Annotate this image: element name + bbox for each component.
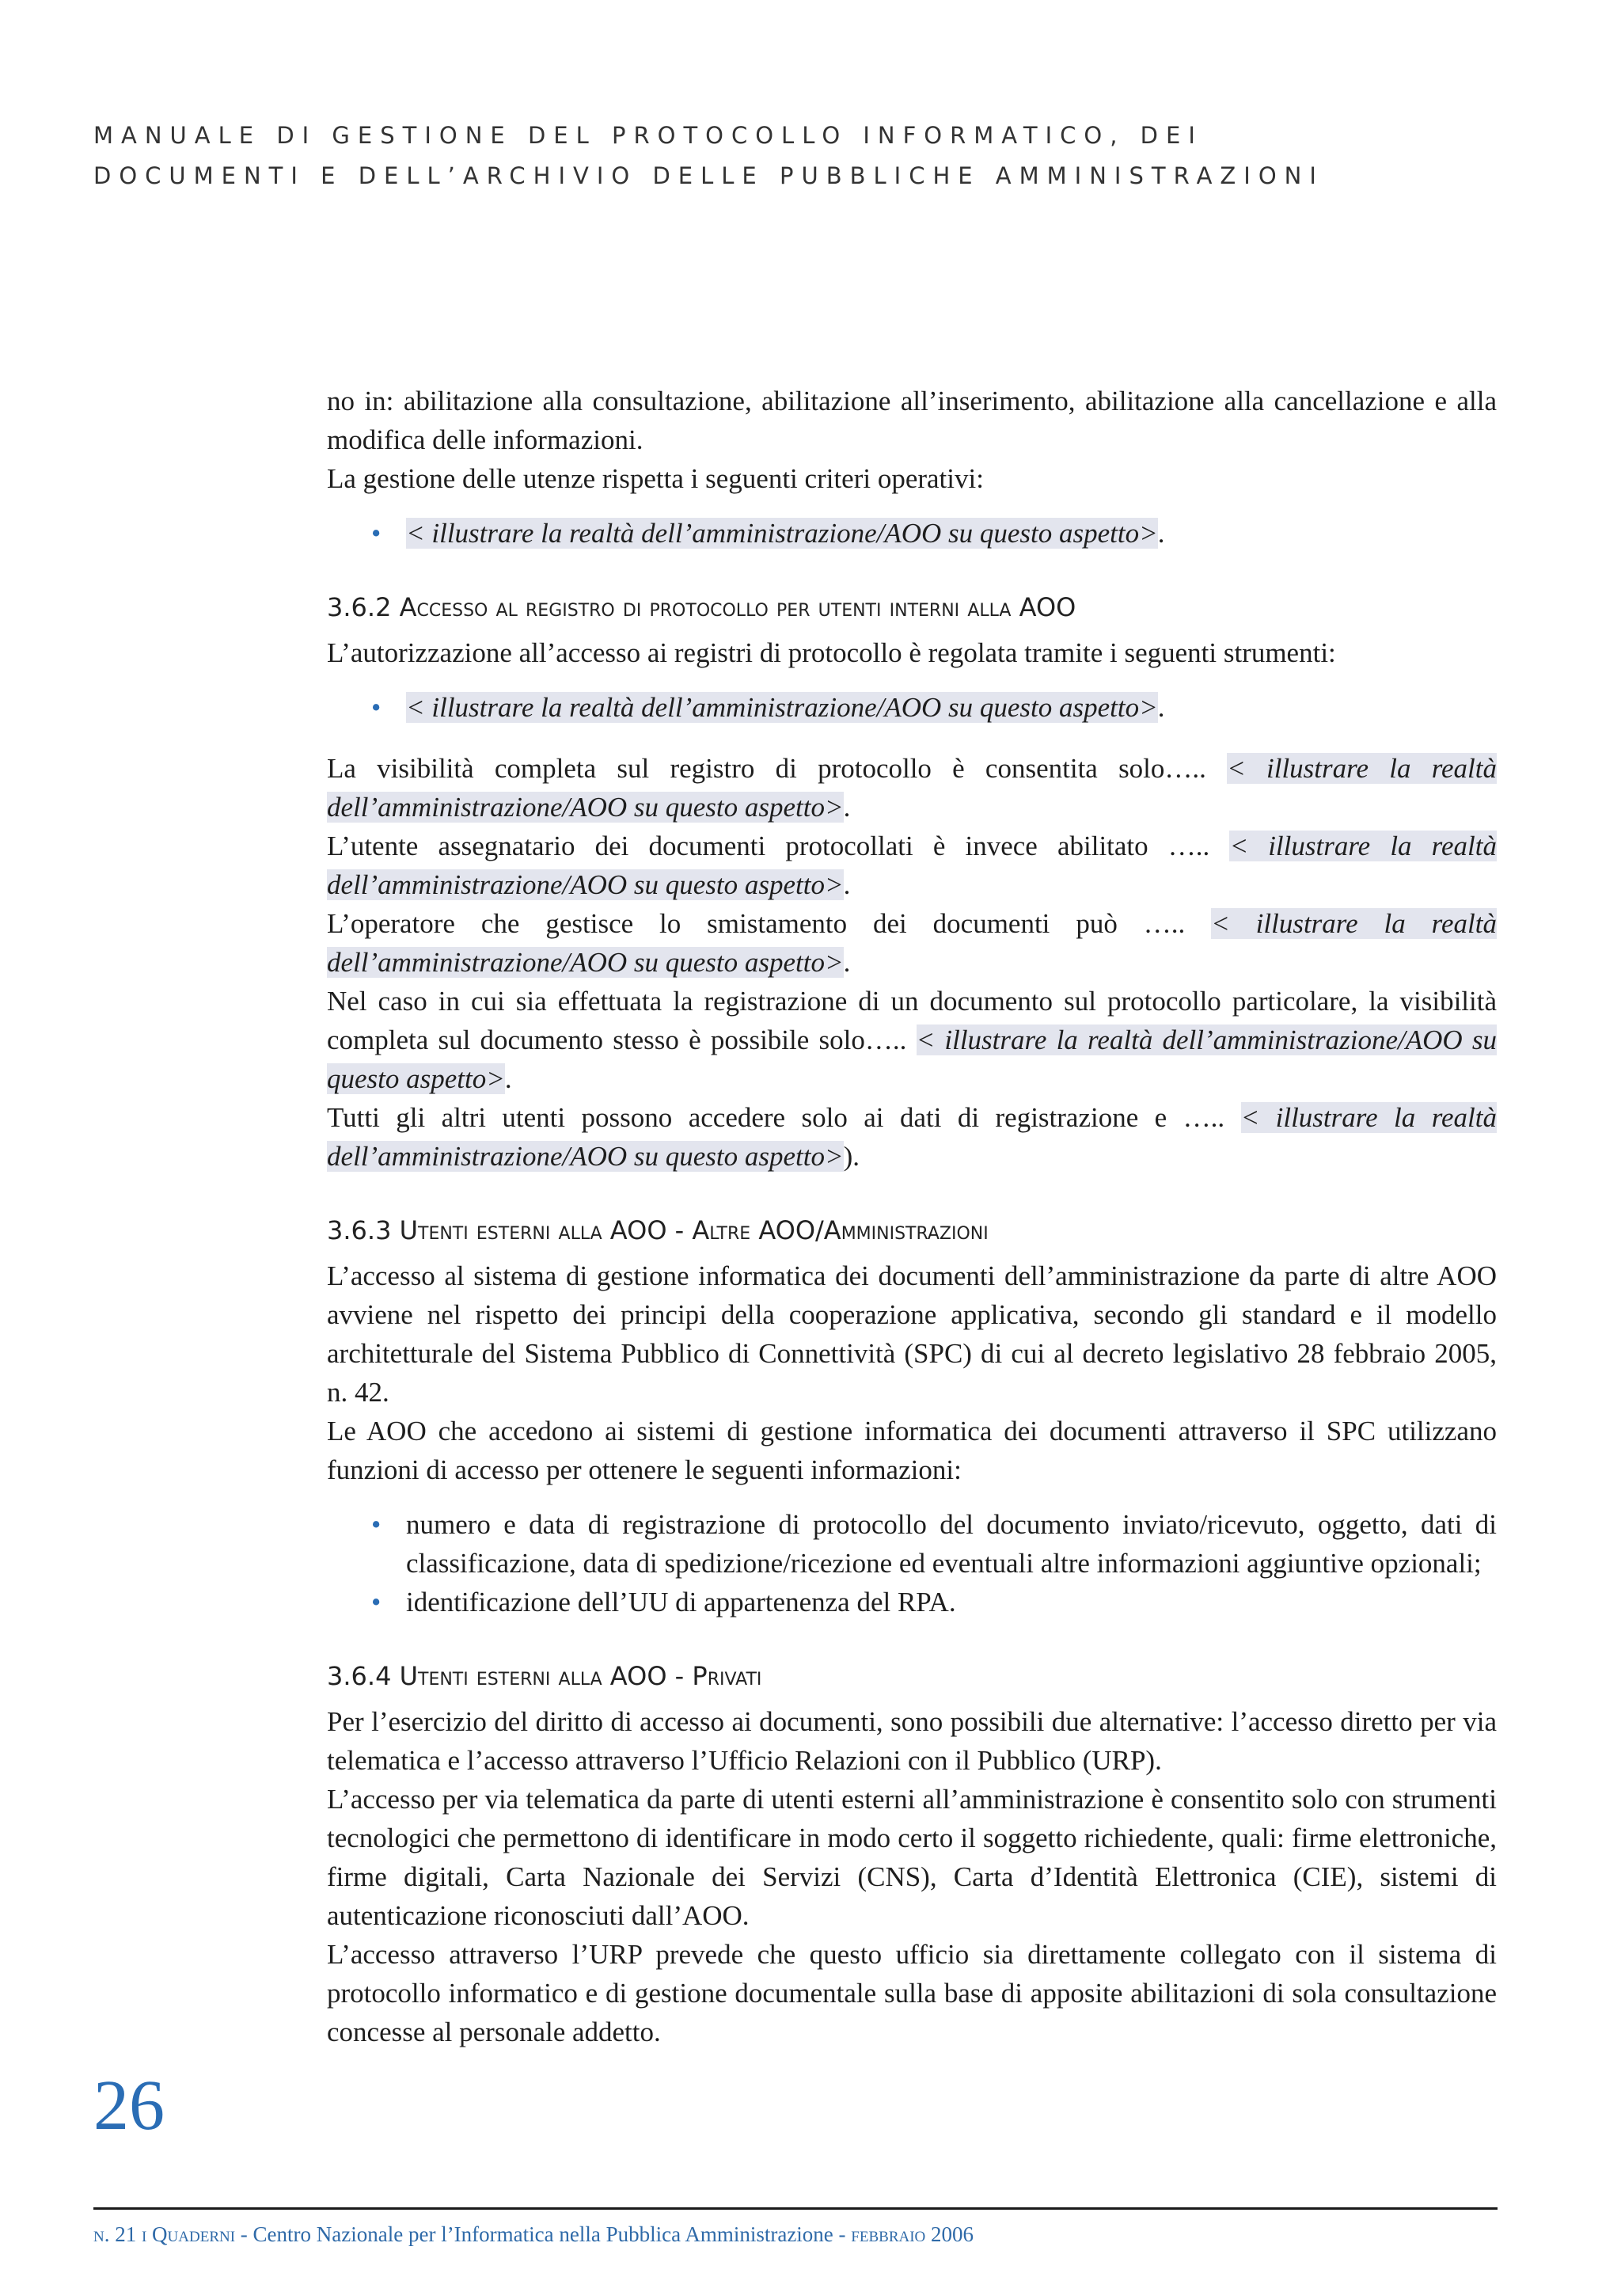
paragraph-363-2: Le AOO che accedono ai sistemi di gestione informatica dei documenti attraverso il SPC utilizzano funzioni di accesso per ottenere le seguenti informazioni: <box>327 1416 1497 1485</box>
list-item: • numero e data di registrazione di protocollo del documento inviato/ricevuto, oggetto, dati di classificazione, data di spedizione/ricezione ed eventuali altre informazioni aggiuntive opzionali; <box>327 1505 1497 1583</box>
placeholder-highlight: < illustrare la realtà dell’amministrazione/AOO su questo aspetto> <box>327 753 1497 823</box>
footer-organization: Centro Nazionale per l’Informatica nella Pubblica Amministrazione <box>252 2222 833 2246</box>
paragraph-special-protocol: Nel caso in cui sia effettuata la registrazione di un documento sul protocollo particolare, la visibilità completa sul documento stesso è possibile solo….. < illustrare la realtà dell’amministrazione/AOO su questo aspetto>. <box>327 986 1497 1094</box>
paragraph-364-2: L’accesso per via telematica da parte di utenti esterni all’amministrazione è consentito solo con strumenti tecnologici che permettono di identificare in modo certo il soggetto richiedente, quali: firme elettroniche, firme digitali, Carta Nazionale dei Servizi (CNS), Carta d’Identità Elettronica (CIE), sistemi di autenticazione riconosciuti dall’AOO. <box>327 1784 1497 1931</box>
footer-issue: n. 21 i Quaderni <box>93 2222 236 2246</box>
footer-date: febbraio 2006 <box>851 2222 974 2246</box>
running-header <box>93 116 1502 196</box>
footer-divider <box>93 2207 1498 2210</box>
page-number: 26 <box>93 2066 165 2145</box>
placeholder-highlight: < illustrare la realtà dell’amministrazione/AOO su questo aspetto> <box>327 1102 1497 1172</box>
list-item: • identificazione dell’UU di appartenenza del RPA. <box>327 1583 1497 1621</box>
section-heading-3-6-4: 3.6.4 Utenti esterni alla AOO - Privati <box>327 1661 762 1691</box>
bullet-list-2 <box>327 688 1497 727</box>
section-heading-3-6-3: 3.6.3 Utenti esterni alla AOO - Altre AOO/Amministrazioni <box>327 1215 989 1245</box>
paragraph-364-3: L’accesso attraverso l’URP prevede che questo ufficio sia direttamente collegato con il sistema di protocollo informatico e di gestione documentale sulla base di apposite abilitazioni di sola consultazione concesse al personale addetto. <box>327 1939 1497 2047</box>
paragraph-363-1: L’accesso al sistema di gestione informatica dei documenti dell’amministrazione da parte di altre AOO avviene nel rispetto dei principi della cooperazione applicativa, secondo gli standard e il modello architetturale del Sistema Pubblico di Connettività (SPC) di cui al decreto legislativo 28 febbraio 2005, n. 42. <box>327 1260 1497 1408</box>
placeholder-highlight: < illustrare la realtà dell’amministrazione/AOO su questo aspetto> <box>327 831 1497 900</box>
header-line-1: MANUALE DI GESTIONE DEL PROTOCOLLO INFORMATICO, DEI <box>93 122 1203 149</box>
paragraph-assignee: L’utente assegnatario dei documenti protocollati è invece abilitato ….. < illustrare la realtà dell’amministrazione/AOO su questo aspetto>. <box>327 831 1497 900</box>
bullet-list-1 <box>327 514 1497 553</box>
placeholder-highlight: < illustrare la realtà dell’amministrazione/AOO su questo aspetto> <box>406 692 1158 723</box>
paragraph-364-1: Per l’esercizio del diritto di accesso ai documenti, sono possibili due alternative: l’accesso diretto per via telematica e l’accesso attraverso l’Ufficio Relazioni con il Pubblico (URP). <box>327 1706 1497 1776</box>
placeholder-highlight: < illustrare la realtà dell’amministrazione/AOO su questo aspetto> <box>406 518 1158 549</box>
footer: n. 21 i Quaderni - Centro Nazionale per l’Informatica nella Pubblica Amministrazione - febbraio 2006 <box>93 2222 974 2246</box>
paragraph-operator: L’operatore che gestisce lo smistamento dei documenti può ….. < illustrare la realtà dell’amministrazione/AOO su questo aspetto>. <box>327 908 1497 978</box>
paragraph-visibility: La visibilità completa sul registro di protocollo è consentita solo….. < illustrare la realtà dell’amministrazione/AOO su questo aspetto>. <box>327 753 1497 823</box>
header-line-2: DOCUMENTI E DELL’ARCHIVIO DELLE PUBBLICHE AMMINISTRAZIONI <box>93 162 1324 189</box>
bullet-list-3 <box>327 1505 1497 1621</box>
paragraph-other-users: Tutti gli altri utenti possono accedere solo ai dati di registrazione e ….. < illustrare la realtà dell’amministrazione/AOO su questo aspetto>). <box>327 1102 1497 1172</box>
paragraph-362-1: L’autorizzazione all’accesso ai registri di protocollo è regolata tramite i seguenti strumenti: <box>327 637 1336 668</box>
list-item: • < illustrare la realtà dell’amministrazione/AOO su questo aspetto>. <box>327 514 1497 553</box>
list-item: • < illustrare la realtà dell’amministrazione/AOO su questo aspetto>. <box>327 688 1497 727</box>
placeholder-highlight: < illustrare la realtà dell’amministrazione/AOO su questo aspetto> <box>327 908 1497 978</box>
placeholder-highlight: < illustrare la realtà dell’amministrazione/AOO su questo aspetto> <box>327 1024 1497 1094</box>
main-text <box>327 382 1497 2051</box>
intro-paragraph-1: no in: abilitazione alla consultazione, abilitazione all’inserimento, abilitazione alla cancellazione e alla modifica delle informazioni. <box>327 386 1497 455</box>
intro-paragraph-2: La gestione delle utenze rispetta i seguenti criteri operativi: <box>327 463 984 494</box>
section-heading-3-6-2: 3.6.2 Accesso al registro di protocollo per utenti interni alla AOO <box>327 592 1076 622</box>
